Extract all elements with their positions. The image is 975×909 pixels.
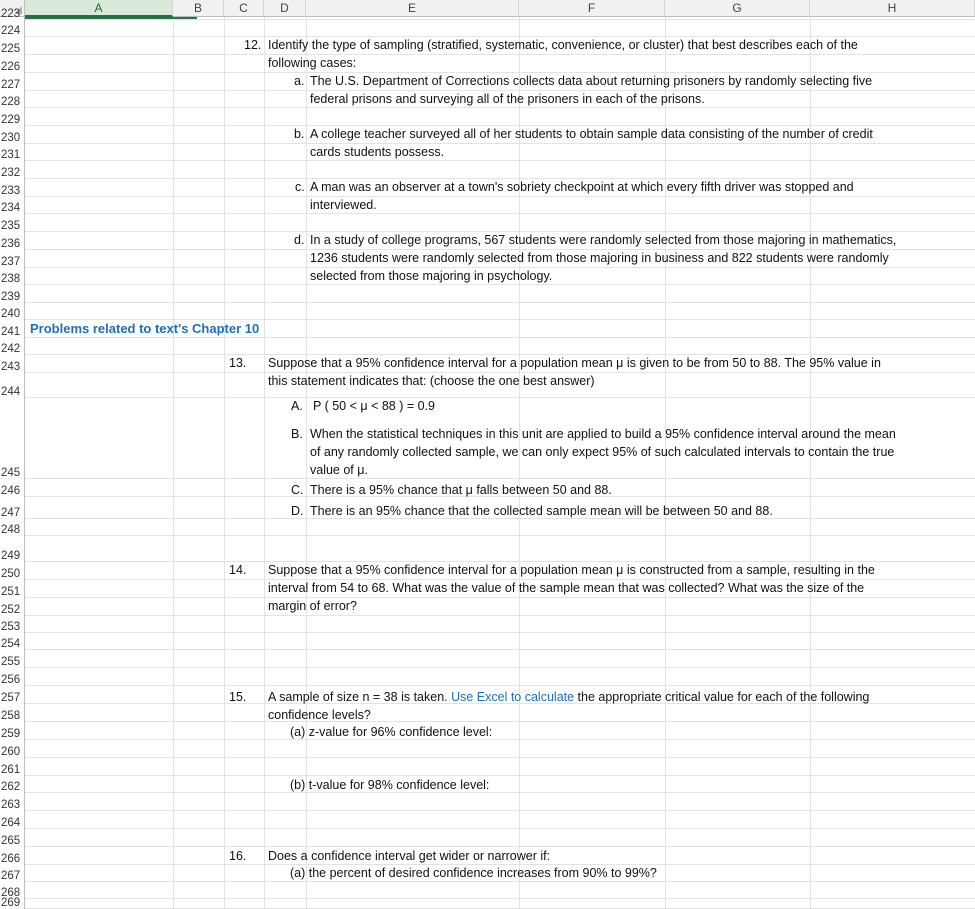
row-gridline — [25, 828, 975, 829]
row-header-252[interactable] — [0, 598, 25, 616]
q13-b-line1[interactable]: When the statistical techniques in this unit are applied to build a 95% confidence interval around the mean — [310, 427, 896, 441]
row-number: 231 — [1, 149, 21, 161]
q16-a-text[interactable]: (a) the percent of desired confidence increases from 90% to 99%? — [290, 866, 657, 880]
row-gridline — [25, 810, 975, 811]
q12-d-line3[interactable]: selected from those majoring in psychology. — [310, 269, 553, 283]
row-header-257[interactable] — [0, 686, 25, 704]
row-header-253[interactable] — [0, 616, 25, 633]
row-number: 248 — [1, 524, 21, 536]
q12-a-line2[interactable]: federal prisons and surveying all of the prisoners in each of the prisons. — [310, 92, 705, 106]
row-header-245[interactable] — [0, 398, 25, 479]
row-gridline — [25, 478, 975, 479]
row-number: 237 — [1, 256, 21, 268]
row-number: 225 — [1, 43, 21, 55]
q13-b-line3[interactable]: value of μ. — [310, 463, 368, 477]
q14-text-line2[interactable]: interval from 54 to 68. What was the value of the sample mean that was collected? What was the size of the — [268, 581, 865, 595]
q15-b-text[interactable]: (b) t-value for 98% confidence level: — [290, 778, 490, 792]
row-number: 252 — [1, 604, 21, 616]
row-header-267[interactable] — [0, 865, 25, 882]
row-gridline — [25, 397, 975, 398]
column-header-f[interactable]: F — [519, 0, 665, 17]
row-number: 258 — [1, 710, 21, 722]
row-header-237[interactable] — [0, 250, 25, 268]
row-header-241[interactable] — [0, 320, 25, 338]
row-number: 255 — [1, 656, 21, 668]
q15-excel-link-text: Use Excel to calculate — [451, 690, 575, 704]
row-header-262[interactable] — [0, 776, 25, 793]
q13-c-text[interactable]: There is a 95% chance that μ falls between 50 and 88. — [310, 483, 612, 497]
row-header-261[interactable] — [0, 758, 25, 776]
row-header-259[interactable] — [0, 722, 25, 740]
q12-b-line2[interactable]: cards students possess. — [310, 145, 445, 159]
row-number: 269 — [1, 897, 21, 909]
q13-a-text[interactable]: P ( 50 < μ < 88 ) = 0.9 — [313, 399, 435, 413]
row-header-250[interactable] — [0, 562, 25, 580]
row-gridline — [25, 615, 975, 616]
q12-b-line1[interactable]: A college teacher surveyed all of her students to obtain sample data consisting of the number of credit — [310, 127, 873, 141]
row-number: 242 — [1, 343, 21, 355]
row-header-242[interactable] — [0, 338, 25, 355]
row-number: 266 — [1, 853, 21, 865]
q12-d-line2[interactable]: 1236 students were randomly selected from those majoring in business and 822 students were randomly — [310, 251, 889, 265]
q14-number[interactable]: 14. — [229, 563, 247, 577]
q12-d-line1[interactable]: In a study of college programs, 567 students were randomly selected from those majoring in mathematics, — [310, 233, 897, 247]
row-gridline — [25, 757, 975, 758]
row-header-232[interactable] — [0, 161, 25, 179]
column-header-a[interactable]: A — [25, 0, 173, 17]
row-number: 246 — [1, 485, 21, 497]
row-number: 249 — [1, 550, 21, 562]
row-number: 263 — [1, 799, 21, 811]
row-header-266[interactable] — [0, 847, 25, 865]
row-header-244[interactable] — [0, 373, 25, 398]
row-header-265[interactable] — [0, 829, 25, 847]
q16-number[interactable]: 16. — [229, 849, 247, 863]
row-header-228[interactable] — [0, 91, 25, 108]
q13-b-line2[interactable]: of any randomly collected sample, we can only expect 95% of such calculated intervals to contain the true — [310, 445, 895, 459]
q13-d-label: D. — [291, 504, 304, 518]
row-gridline — [25, 685, 975, 686]
column-header-c[interactable]: C — [224, 0, 264, 17]
row-number: 224 — [1, 25, 21, 37]
q15-text-post: the appropriate critical value for each of the following — [574, 690, 870, 704]
row-number: 244 — [1, 386, 21, 398]
row-number: 236 — [1, 238, 21, 250]
row-header-226[interactable] — [0, 55, 25, 73]
row-header-235[interactable] — [0, 214, 25, 232]
row-number: 245 — [1, 467, 21, 479]
row-header-256[interactable] — [0, 668, 25, 686]
row-number: 239 — [1, 291, 21, 303]
q12-d-label: d. — [294, 233, 305, 247]
q13-b-label: B. — [291, 427, 303, 441]
q15-text-line1[interactable] — [268, 689, 869, 706]
column-a-selection-indicator — [25, 17, 197, 19]
row-header-239[interactable] — [0, 285, 25, 303]
row-number: 228 — [1, 96, 21, 108]
row-gridline — [25, 792, 975, 793]
q13-d-text[interactable]: There is an 95% chance that the collected sample mean will be between 50 and 88. — [310, 504, 773, 518]
q13-a-label: A. — [291, 399, 303, 413]
row-header-246[interactable] — [0, 479, 25, 497]
q12-number[interactable]: 12. — [244, 38, 262, 52]
row-header-231[interactable] — [0, 144, 25, 161]
q12-text-line2[interactable]: following cases: — [268, 56, 357, 70]
row-number: 268 — [1, 887, 21, 899]
row-gridline — [25, 160, 975, 161]
q13-c-label: C. — [291, 483, 304, 497]
q13-text-line1[interactable]: Suppose that a 95% confidence interval for a population mean μ is given to be from 50 to 88. The 95% value in — [268, 356, 881, 370]
row-gridline — [25, 775, 975, 776]
row-gridline — [25, 302, 975, 303]
q15-text-line2[interactable]: confidence levels? — [268, 708, 371, 722]
row-gridline — [25, 196, 975, 197]
row-number: 250 — [1, 568, 21, 580]
row-gridline — [25, 649, 975, 650]
row-header-249[interactable] — [0, 536, 25, 562]
row-gridline — [25, 535, 975, 536]
row-number: 247 — [1, 507, 21, 519]
row-number: 240 — [1, 308, 21, 320]
row-header-238[interactable] — [0, 268, 25, 285]
row-header-248[interactable] — [0, 519, 25, 536]
column-header-d[interactable]: D — [264, 0, 306, 17]
row-header-247[interactable] — [0, 497, 25, 519]
row-number: 230 — [1, 132, 21, 144]
row-gridline — [25, 632, 975, 633]
q15-text-pre: A sample of size n = 38 is taken. — [268, 690, 452, 704]
row-number: 267 — [1, 870, 21, 882]
q12-c-line1[interactable]: A man was an observer at a town's sobriety checkpoint at which every fifth driver was stopped and — [310, 180, 854, 194]
row-gridline — [25, 898, 975, 899]
row-header-225[interactable] — [0, 37, 25, 55]
row-number: 253 — [1, 621, 21, 633]
row-number: 256 — [1, 674, 21, 686]
q13-number[interactable]: 13. — [229, 356, 247, 370]
row-gridline — [25, 667, 975, 668]
row-header-236[interactable] — [0, 232, 25, 250]
row-number: 229 — [1, 114, 21, 126]
row-number: 243 — [1, 361, 21, 373]
q12-a-label: a. — [294, 74, 305, 88]
row-header-264[interactable] — [0, 811, 25, 829]
row-gridline — [25, 19, 975, 20]
q16-text-line1[interactable]: Does a confidence interval get wider or narrower if: — [268, 849, 551, 863]
row-number: 262 — [1, 781, 21, 793]
row-number: 227 — [1, 79, 21, 91]
row-header-227[interactable] — [0, 73, 25, 91]
section-heading[interactable]: Problems related to text's Chapter 10 — [30, 321, 260, 336]
row-header-258[interactable] — [0, 704, 25, 722]
row-header-229[interactable] — [0, 108, 25, 126]
row-gridline — [25, 54, 975, 55]
row-header-240[interactable] — [0, 303, 25, 320]
q12-c-label: c. — [295, 180, 305, 194]
q12-c-line2[interactable]: interviewed. — [310, 198, 377, 212]
q12-a-line1[interactable]: The U.S. Department of Corrections collects data about returning prisoners by randomly selecting five — [310, 74, 873, 88]
q13-text-line2[interactable]: this statement indicates that: (choose the one best answer) — [268, 374, 595, 388]
row-number: 264 — [1, 817, 21, 829]
q15-a-text[interactable]: (a) z-value for 96% confidence level: — [290, 725, 493, 739]
row-header-230[interactable] — [0, 126, 25, 144]
row-gridline — [25, 337, 975, 338]
row-gridline — [25, 739, 975, 740]
q12-b-label: b. — [294, 127, 305, 141]
row-header-255[interactable] — [0, 650, 25, 668]
column-header-h[interactable]: H — [810, 0, 975, 17]
row-number: 261 — [1, 764, 21, 776]
row-number: 265 — [1, 835, 21, 847]
row-header-224[interactable] — [0, 20, 25, 37]
row-header-233[interactable] — [0, 179, 25, 197]
q12-text-line1[interactable]: Identify the type of sampling (stratified, systematic, convenience, or cluster) that best describes each of the — [268, 38, 858, 52]
row-header-251[interactable] — [0, 580, 25, 598]
row-number: 235 — [1, 220, 21, 232]
row-gridline — [25, 213, 975, 214]
row-number: 233 — [1, 185, 21, 197]
row-header-243[interactable] — [0, 355, 25, 373]
column-header-g[interactable]: G — [665, 0, 810, 17]
row-number: 259 — [1, 728, 21, 740]
row-number: 238 — [1, 273, 21, 285]
row-header-260[interactable] — [0, 740, 25, 758]
row-number: 232 — [1, 167, 21, 179]
row-header-269[interactable] — [0, 899, 25, 909]
row-number: 234 — [1, 202, 21, 214]
row-number: 241 — [1, 326, 21, 338]
column-header-e[interactable]: E — [306, 0, 519, 17]
row-number: 254 — [1, 638, 21, 650]
row-number: 257 — [1, 692, 21, 704]
row-gridline — [25, 721, 975, 722]
row-gridline — [25, 846, 975, 847]
row-gridline — [25, 597, 975, 598]
row-header-254[interactable] — [0, 633, 25, 650]
q14-text-line1[interactable]: Suppose that a 95% confidence interval for a population mean μ is constructed from a sample, resulting in the — [268, 563, 875, 577]
row-number: 260 — [1, 746, 21, 758]
q14-text-line3[interactable]: margin of error? — [268, 599, 357, 613]
row-number: 226 — [1, 61, 21, 73]
row-header-263[interactable] — [0, 793, 25, 811]
row-gridline — [25, 143, 975, 144]
row-number: 251 — [1, 586, 21, 598]
column-header-b[interactable]: B — [173, 0, 224, 17]
row-number: 223 — [1, 8, 21, 20]
row-header-234[interactable] — [0, 197, 25, 214]
q15-number[interactable]: 15. — [229, 690, 247, 704]
